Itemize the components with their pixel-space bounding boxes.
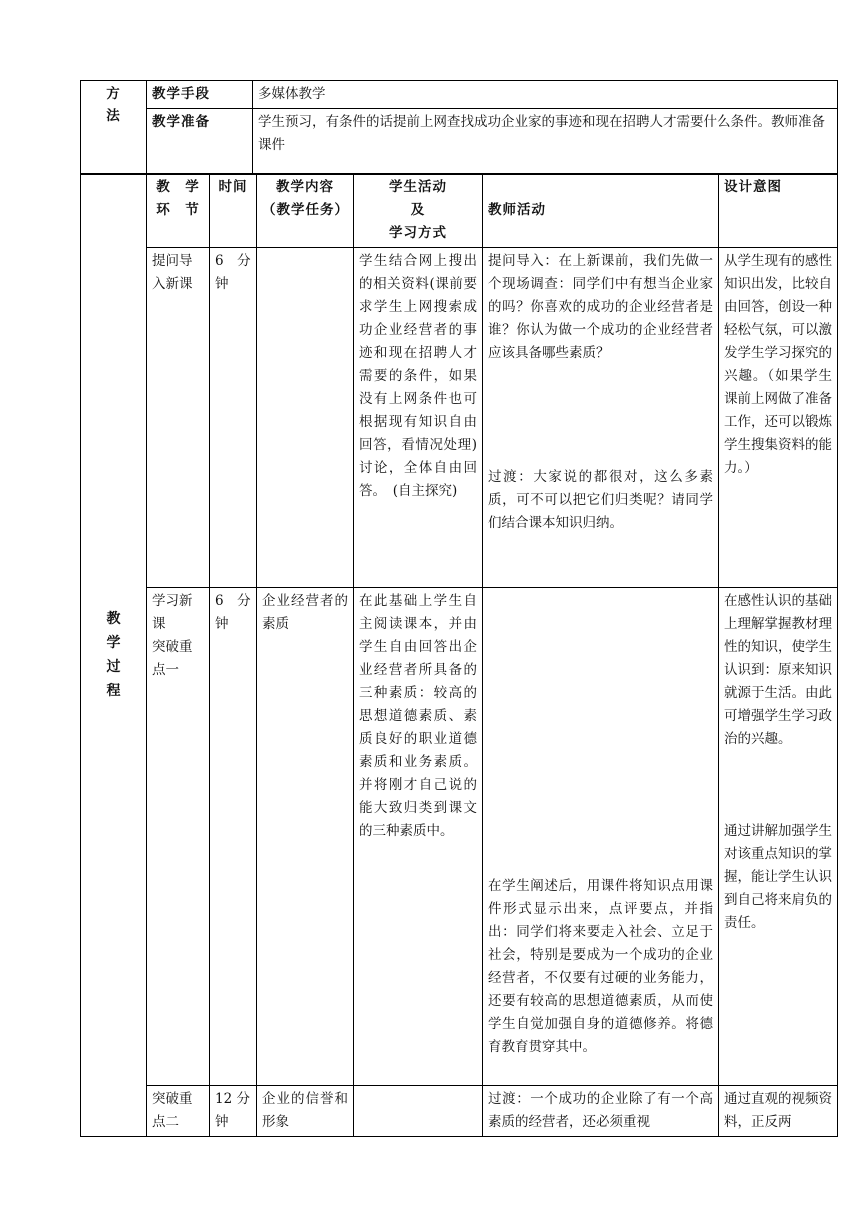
row2-stage: 学习新课 突破重点一: [147, 588, 210, 1086]
table-row: [81, 248, 838, 588]
row2-teacher-gap: [488, 590, 713, 875]
table-row: [81, 1086, 838, 1137]
header-design: 设计意图: [719, 174, 838, 248]
header-time: 时间: [210, 174, 257, 248]
row1-teacher-gap: [488, 365, 713, 466]
row2-design-gap: [724, 751, 832, 820]
method-row-prep: [81, 109, 838, 175]
method-row-means: [81, 81, 838, 109]
row3-student: [354, 1086, 483, 1137]
method-table: [80, 80, 838, 175]
row2-content: 企业经营者的素质: [257, 588, 354, 1086]
header-teacher: 教师活动: [483, 174, 719, 248]
row2-student: 在此基础上学生自主阅读课本，并由学生自由回答出企业经营者所具备的三种素质：较高的思想道德素质、素质良好的职业道德素质和业务素质。并将刚才自己说的能大致归类到课文的三种素质中。: [354, 588, 483, 1086]
row2-teacher: [483, 588, 719, 1086]
process-table: [80, 173, 838, 1137]
means-content: 多媒体教学: [253, 81, 838, 109]
process-label: 教 学 过 程: [81, 174, 147, 1137]
row1-teacher-part2: 过渡：大家说的都很对，这么多素质，可不可以把它们归类呢？请同学们结合课本知识归纳。: [488, 469, 713, 531]
row1-student: 学生结合网上搜出的相关资料(课前要求学生上网搜索成功企业经营者的事迹和现在招聘人才需要的条件，如果没有上网条件也可根据现有知识自由回答，看情况处理)讨论，全体自由回答。 (自主探究): [354, 248, 483, 588]
row2-teacher-part1: 在学生阐述后，用课件将知识点用课件形式显示出来，点评要点，并指出：同学们将来要走入社会、立足于社会，特别是要成为一个成功的企业经营者，不仅要有过硬的业务能力，还要有较高的思想道德素质，从而使学生自觉加强自身的道德修养。将德育教育贯穿其中。: [488, 878, 713, 1055]
method-label: 方 法: [81, 81, 147, 175]
header-student: 学生活动 及 学习方式: [354, 174, 483, 248]
row1-teacher: [483, 248, 719, 588]
row3-time: 12 分钟: [210, 1086, 257, 1137]
row3-design: 通过直观的视频资料，正反两: [719, 1086, 838, 1137]
row1-time: 6 分钟: [210, 248, 257, 588]
row1-design: 从学生现有的感性知识出发，比较自由回答，创设一种轻松气氛，可以激发学生学习探究的兴趣。（如果学生课前上网做了准备工作，还可以锻炼学生搜集资料的能力。）: [719, 248, 838, 588]
row3-stage: 突破重点二: [147, 1086, 210, 1137]
prep-content: 学生预习，有条件的话提前上网查找成功企业家的事迹和现在招聘人才需要什么条件。教师准备课件: [253, 109, 838, 175]
row3-teacher: 过渡：一个成功的企业除了有一个高素质的经营者，还必须重视: [483, 1086, 719, 1137]
row1-content: [257, 248, 354, 588]
row2-design-part2: 通过讲解加强学生对该重点知识的掌握，能让学生认识到自己将来肩负的责任。: [724, 823, 832, 931]
row2-design-part1: 在感性认识的基础上理解掌握教材理性的知识，使学生认识到：原来知识就源于生活。由此可增强学生学习政治的兴趣。: [724, 593, 832, 747]
means-header: 教学手段: [147, 81, 253, 109]
row1-teacher-part1: 提问导入：在上新课前，我们先做一个现场调查：同学们中有想当企业家的吗？你喜欢的成功的企业经营者是谁？你认为做一个成功的企业经营者应该具备哪些素质？: [488, 253, 713, 361]
row2-time: 6 分钟: [210, 588, 257, 1086]
table-row: [81, 588, 838, 1086]
prep-header: 教学准备: [147, 109, 253, 175]
row2-design: [719, 588, 838, 1086]
row3-content: 企业的信誉和形象: [257, 1086, 354, 1137]
header-content: 教学内容 （教学任务）: [257, 174, 354, 248]
process-header-row: [81, 174, 838, 248]
header-stage: 教 学 环 节: [147, 174, 210, 248]
row1-stage: 提问导入新课: [147, 248, 210, 588]
